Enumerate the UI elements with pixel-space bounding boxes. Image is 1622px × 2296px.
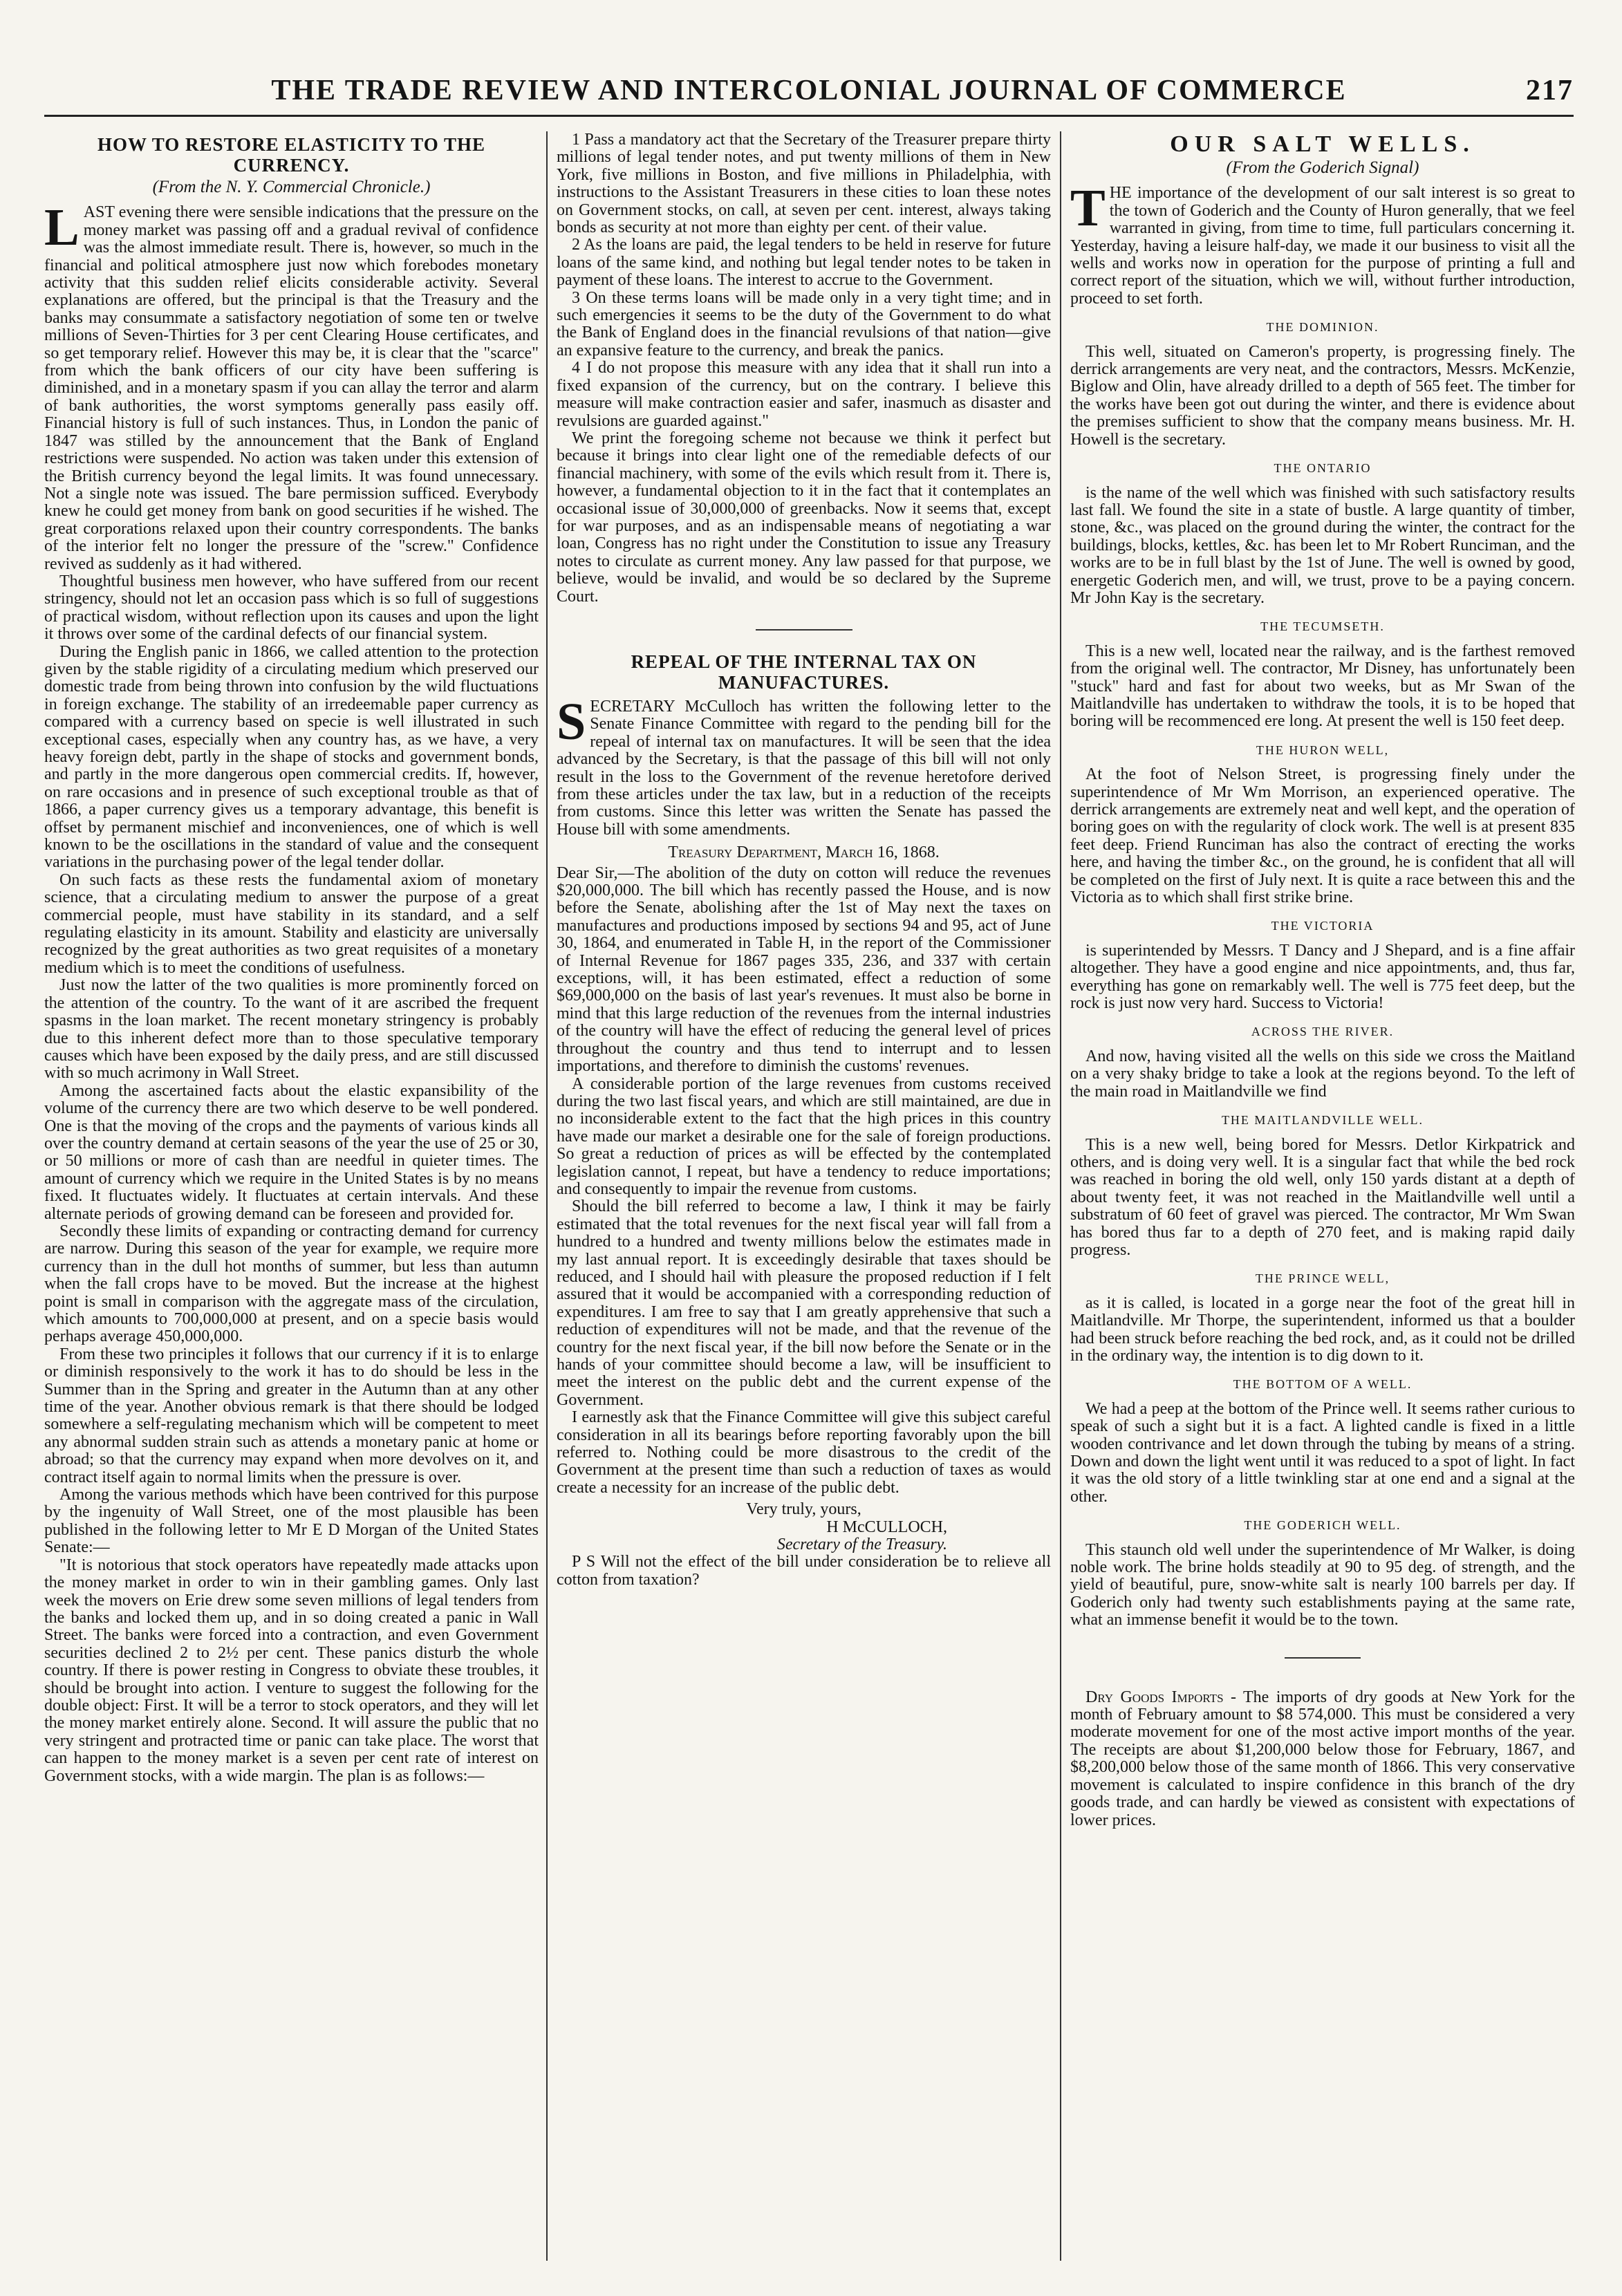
- section-heading: THE HURON WELL,: [1256, 743, 1390, 757]
- article-paragraph: Among the various methods which have been contrived for this purpose by the ingenuity of Wall Street, one of the most plausible has been published in the following letter to Mr E D Morgan of the United States Senate:—: [44, 1486, 539, 1557]
- section-heading: THE DOMINION.: [1266, 320, 1379, 335]
- letter-closing: Very truly, yours,: [746, 1500, 861, 1519]
- list-item: 2 As the loans are paid, the legal tenders to be held in reserve for future loans of the same kind, and nothing but legal tender notes to be taken in payment of these loans. The interest to accrue to the Government.: [557, 236, 1051, 290]
- column-1: [44, 131, 539, 2261]
- article-paragraph: Secondly these limits of expanding or contracting demand for currency are narrow. During this season of the year for example, we require more currency than in the dull hot months of summer, but less than autumn when the fall crops have to be moved. But the increase at the highest point is small in comparison with the aggregate mass of the circulation, which amounts to 700,000,000 at present, and on a specie basis would perhaps average 450,000,000.: [44, 1222, 539, 1346]
- section-text: This is a new well, being bored for Messrs. Detlor Kirkpatrick and others, and is doing very well. It is a singular fact that while the bed rock was reached in boring the old well, only 150 yards distant at a depth of about twenty feet, it was not reached in the Maitlandville well until a substratum of 60 feet of gravel was pierced. The contractor, Mr Wm Swan has bored thus far to a depth of 270 feet, and is making rapid daily progress.: [1070, 1135, 1575, 1259]
- article-paragraph: LAST evening there were sensible indications that the pressure on the money market was passing off and a gradual revival of confidence was the almost immediate result. There is, however, so much in the financial and political atmosphere just now which forebodes monetary activity that this sudden relief elicits considerable activity. Several explanations are offered, but the principal is that the Treasury and the banks may consummate a satisfactory negotiation of some ten or twelve millions of Seven-Thirties for 3 per cent Clearing House certificates, and so get temporary relief. However this may be, it is clear that the "scarce" from which the bank officers of our city have been suffering is diminished, and in a monetary spasm if you can allay the terror and alarm of bank authorities, the worst symptoms generally pass easily off. Financial history is full of such instances. Thus, in London the panic of 1847 was stilled by the announcement that the Bank of England restrictions were suspended. No action was taken under this extension of the British currency beyond the legal limits. It was found unnecessary. Not a single note was issued. The bare permission sufficed. Everybody knew he could get money from bank on good securities if he wished. The great corporations relaxed upon their country correspondents. The banks of the interior felt no longer the pressure of the "screw." Confidence revived as suddenly as it had withered.: [44, 198, 539, 573]
- article-paragraph: Should the bill referred to become a law, I think it may be fairly estimated that the total revenues for the next fiscal year will fall from a hundred to a hundred and twenty millions below the estimates made in my last annual report. It is exceedingly desirable that taxes should be reduced, and I should hail with pleasure the proposed reduction if I felt assured that it would be accompanied with a corresponding reduction of expenditures. I am free to say that I am greatly apprehensive that such a reduction of expenditures will not be made, and that the revenue of the country for the next fiscal year, if the bill now before the Senate or in the hands of your committee should become a law, will be insufficient to meet the interest on the public debt and the current expense of the Government.: [557, 1197, 1051, 1409]
- section-heading: THE BOTTOM OF A WELL.: [1233, 1377, 1413, 1392]
- section-heading: THE GODERICH WELL.: [1244, 1518, 1401, 1533]
- article-paragraph: SECRETARY McCulloch has written the following letter to the Senate Finance Committee with regard to the pending bill for the repeal of internal tax on manufactures. It will be seen that the idea advanced by the Secretary, is that the passage of this bill will not only result in the loss to the Government of the revenue heretofore derived from these articles under the tax law, but in a reduction of the receipts from customs. Since this letter was written the Senate has passed the House bill with some amendments.: [557, 692, 1051, 839]
- list-item: 4 I do not propose this measure with any idea that it shall run into a fixed expansion of the currency, but on the contrary. I believe this measure will make contraction easier and safer, inasmuch as disaster and revulsions are guarded against.": [557, 359, 1051, 430]
- signature-title: Secretary of the Treasury.: [776, 1536, 947, 1554]
- section-text: This is a new well, located near the railway, and is the farthest removed from the original well. The contractor, Mr Disney, has unfortunately been "stuck" hard and fast for about two weeks, but as Mr Swan of the Maitlandville has undertaken to withdraw the tools, it is to be hoped that boring will be recommenced ere long. At present the well is 150 feet deep.: [1070, 642, 1575, 731]
- article-source: (From the Goderich Signal): [1226, 158, 1419, 177]
- article-paragraph: A considerable portion of the large revenues from customs received during the two last fiscal years, and which are still maintained, are due in no inconsiderable extent to the fact that the high prices in this country have made our market a desirable one for the sale of foreign productions. So great a reduction of prices as will be effected by the contemplated legislation cannot, I repeat, but have a tendency to reduce importations; and consequently to impair the revenue from customs.: [557, 1074, 1051, 1198]
- article-paragraph: From these two principles it follows that our currency if it is to enlarge or diminish responsively to the work it has to do should be less in the Summer than in the Spring and greater in the Autumn than at any other time of the year. Another obvious remark is that there should be lodged somewhere a self-regulating mechanism which will be competent to meet any abnormal sudden strain such as attends a monetary panic at home or abroad; so that the currency may expand when more devolves on it, and contract itself again to normal limits when the pressure is over.: [44, 1345, 539, 1486]
- article-paragraph: We print the foregoing scheme not because we think it perfect but because it brings into clear light one of the remediable defects of our financial machinery, with some of the evils which result from it. There is, however, a fundamental objection to it in the fact that it contemplates an occasional issue of 30,000,000 of greenbacks. Now it seems that, except for war purposes, and as an indispensable means of negotiating a war loan, Congress has no right under the Constitution to issue any Treasury notes to circulate as current money. Any law passed for that purpose, we believe, would be invalid, and would be so declared by the Supreme Court.: [557, 429, 1051, 606]
- proposal-list: [557, 131, 1051, 430]
- section-text: is superintended by Messrs. T Dancy and J Shepard, and is a fine affair altogether. They have a good engine and nice appointments, and, thus far, everything has gone on remarkably well. The well is 775 feet deep, but the rock is just now very hard. Success to Victoria!: [1070, 941, 1575, 1013]
- article-paragraph: Just now the latter of the two qualities is more prominently forced on the attention of the country. To the want of it are ascribed the frequent spasms in the loan market. The recent monetary stringency is probably due to this inherent defect more than to those speculative temporary causes which have been exposed by the daily press, and are still discussed with so much acrimony in Wall Street.: [44, 976, 539, 1083]
- section-text: And now, having visited all the wells on this side we cross the Maitland on a very shaky bridge to take a look at the regions beyond. To the left of the main road in Maitlandville we find: [1070, 1047, 1575, 1101]
- section-text: At the foot of Nelson Street, is progressing finely under the superintendence of Mr Wm Morrison, an experienced operative. The derrick arrangements are extremely neat and well kept, and the operation of boring goes on with the regularity of clock work. The well is at present 835 feet deep. Friend Runciman has also the contract of erecting the works here, and having the timber &c., on the ground, he is confident that all will be completed on the first of July next. It is quite a race between this and the Victoria as to which shall first strike brine.: [1070, 765, 1575, 907]
- section-text: is the name of the well which was finished with such satisfactory results last fall. We found the site in a state of bustle. A large quantity of timber, stone, &c., was placed on the ground during the winter, the contract for the buildings, blocks, kettles, &c. has been let to Mr Robert Runciman, and the works are to be in full blast by the 1st of June. The well is owned by good, energetic Goderich men, and will, we trust, prove to be a paying concern. Mr John Kay is the secretary.: [1070, 483, 1575, 607]
- article-title: REPEAL OF THE INTERNAL TAX ON MANUFACTURES.: [631, 651, 977, 693]
- item-lead: Dry Goods Imports: [1085, 1688, 1224, 1706]
- article-source: (From the N. Y. Commercial Chronicle.): [152, 178, 431, 196]
- page-number: 217: [1526, 75, 1574, 106]
- drop-cap: T: [1070, 179, 1106, 238]
- section-heading: THE TECUMSETH.: [1260, 619, 1385, 634]
- article-paragraph: Thoughtful business men however, who have suffered from our recent stringency, should not let an occasion pass which is so full of suggestions of practical wisdom, without reflection upon its causes and upon the light it throws over some of the cardinal defects of our financial system.: [44, 572, 539, 644]
- section-text: This staunch old well under the superintendence of Mr Walker, is doing noble work. The brine holds steadily at 90 to 95 deg. of strength, and the yield of beautiful, pure, snow-white salt is nearly 100 barrels per day. If Goderich only had twenty such establishments paying at the same rate, what an immense benefit it would be to the town.: [1070, 1540, 1575, 1630]
- article-paragraph: THE importance of the development of our salt interest is so great to the town of Goderich and the County of Huron generally, that we feel warranted in giving, from time to time, full particulars concerning it. Yesterday, having a leisure half-day, we made it our business to visit all the wells and works now in operation for the purpose of printing a full and correct report of the situation, which we will, without further introduction, proceed to set forth.: [1070, 179, 1575, 308]
- column-3: [1070, 131, 1575, 2261]
- article-paragraph: During the English panic in 1866, we called attention to the protection given by the stable rigidity of a circulating medium which preserved our domestic trade from being thrown into confusion by the wild fluctuations in foreign exchange. The stability of an irredeemable paper currency as compared with a currency based on specie is well illustrated in such exceptional cases, especially when any country has, as we have, a very heavy foreign debt, partly in the shape of stocks and government bonds, and partly in the more dangerous open commercial credits. If, however, on rare occasions and in presence of such exceptional trouble as that of 1866, a paper currency gives us a temporary advantage, this benefit is offset by permanent mischief and inconveniences, one of which is well known to be the oscillations in the standard of value and the consequent variations in the purchasing power of the legal tender dollar.: [44, 642, 539, 872]
- article-title: OUR SALT WELLS.: [1170, 131, 1475, 157]
- article-separator: [756, 629, 852, 631]
- section-text: We had a peep at the bottom of the Prince well. It seems rather curious to speak of such a sight but it is a fact. A lighted candle is fixed in a little wooden contrivance and let down through the tubing by means of a string. Down and down the light went until it was reduced to a spot of light. In fact it was the old story of a little twinkling star at one end and a signal at the other.: [1070, 1399, 1575, 1506]
- article-paragraph: "It is notorious that stock operators have repeatedly made attacks upon the money market in order to win in their gambling games. Only last week the movers on Erie drew some seven millions of legal tenders from the banks and locked them up, and in so doing created a panic in Wall Street. The banks were forced into a contraction, and even Government securities declined 2 to 2½ per cent. These panics disturb the whole country. If there is power resting in Congress to obviate these troubles, it should be brought into action. I venture to suggest the following for the double object: First. It will be a terror to stock operators, and they will let the money market entirely alone. Second. It will assure the public that no very stringent and protracted time or panic can take place. The worst that can happen to the money market is a seven per cent rate of interest on Government stocks, with a wide margin. The plan is as follows:—: [44, 1556, 539, 1785]
- letter-dateline: Treasury Department, March 16, 1868.: [668, 843, 940, 862]
- drop-cap: S: [557, 692, 586, 751]
- column-2: [557, 131, 1051, 2261]
- article-separator: [1285, 1657, 1361, 1659]
- section-heading: THE VICTORIA: [1271, 919, 1374, 933]
- postscript: P S Will not the effect of the bill under consideration be to relieve all cotton from taxation?: [557, 1553, 1051, 1589]
- drop-cap: L: [44, 198, 80, 257]
- section-text: as it is called, is located in a gorge near the foot of the great hill in Maitlandville. Mr Thorpe, the superintendent, informed us that a boulder had been struck before reaching the bed rock, and, as it could not be drilled in the ordinary way, the intention is to dig down to it.: [1070, 1294, 1575, 1365]
- article-paragraph: On such facts as these rests the fundamental axiom of monetary science, that a circulating medium to answer the purpose of a great commercial people, must have stability in its standard, and a self regulating elasticity in its amount. Stability and elasticity are universally recognized by the great authorities as two great requisites of a monetary medium which is to meet the conditions of usefulness.: [44, 870, 539, 977]
- article-paragraph: I earnestly ask that the Finance Committee will give this subject careful consideration in all its bearings before reporting favorably upon the bill referred to. Nothing could be more disastrous to the credit of the Government at the present time than such a reduction of taxes as would create a necessity for an increase of the public debt.: [557, 1408, 1051, 1497]
- section-text: This well, situated on Cameron's property, is progressing finely. The derrick arrangements are very neat, and the contractors, Messrs. McKenzie, Biglow and Olin, have already drilled to a depth of 565 feet. The timber for the works have been got out during the winter, and there is evidence about the premises sufficient to show that the company means business. Mr. H. Howell is the secretary.: [1070, 342, 1575, 449]
- letter-salutation: Dear Sir,—The abolition of the duty on cotton will reduce the revenues $20,000,000. The bill which has recently passed the House, and is now before the Senate, abolishing after the 1st of May next the taxes on manufactures and productions imposed by sections 94 and 95, act of June 30, 1864, and enumerated in Table H, in the report of the Commissioner of Internal Revenue for 1867 pages 335, 236, and 337 with certain exceptions, will, it has been estimated, effect a reduction of some $69,000,000 on the basis of last year's revenues. It must also be borne in mind that this large reduction of the revenues from the internal industries of the country will have the effect of reducing the general level of prices throughout the country and thus tend to interrupt and to lessen importations, and therefore to diminish the customs' revenues.: [557, 864, 1051, 1076]
- section-heading: THE PRINCE WELL,: [1255, 1271, 1390, 1286]
- article-paragraph: Among the ascertained facts about the elastic expansibility of the volume of the currency there are two which deserve to be well pondered. One is that the moving of the crops and the payments of various kinds all over the country demand at certain seasons of the year the use of 25 or 30, or 50 millions or more of cash than are needful in quieter times. The amount of currency which we require in the United States is by no means fixed. It fluctuates widely. It fluctuates at certain intervals. And these alternate periods of growing demand can be foreseen and provided for.: [44, 1081, 539, 1223]
- column-rule: [546, 131, 548, 2261]
- article-title: HOW TO RESTORE ELASTICITY TO THE CURRENCY.: [97, 134, 485, 176]
- section-heading: THE MAITLANDVILLE WELL.: [1221, 1113, 1424, 1128]
- running-head: [44, 66, 1574, 117]
- letter-signature: H McCULLOCH,: [826, 1518, 947, 1536]
- list-item: 3 On these terms loans will be made only in a very tight time; and in such emergencies it seems to be the duty of the Government to do what the Bank of England does in the financial revulsions of that nation—give an expansive feature to the currency, and break the panics.: [557, 288, 1051, 360]
- section-heading: THE ONTARIO: [1274, 461, 1372, 476]
- section-heading: ACROSS THE RIVER.: [1251, 1025, 1395, 1039]
- list-item: 1 Pass a mandatory act that the Secretary of the Treasurer prepare thirty millions of legal tender notes, and put twenty millions of them in New York, five millions in Boston, and five millions in Philadelphia, with instructions to the Assistant Treasurers in these cities to loan these notes on Government stocks, on call, at seven per cent. interest, always taking bonds as security at not more than eighty per cent. of their value.: [557, 131, 1051, 237]
- news-item: Dry Goods Imports - The imports of dry goods at New York for the month of February amount to $8 574,000. This must be considered a very moderate movement for one of the most active import months of the year. The receipts are about $1,200,000 below those for February, 1867, and $8,200,000 below those of the same month of 1866. This very conservative movement is calculated to inspire confidence in this branch of the dry goods trade, and can hardly be viewed as consistent with expectations of lower prices.: [1070, 1688, 1575, 1829]
- journal-title: THE TRADE REVIEW AND INTERCOLONIAL JOURNAL OF COMMERCE: [271, 75, 1347, 106]
- column-rule: [1060, 131, 1061, 2261]
